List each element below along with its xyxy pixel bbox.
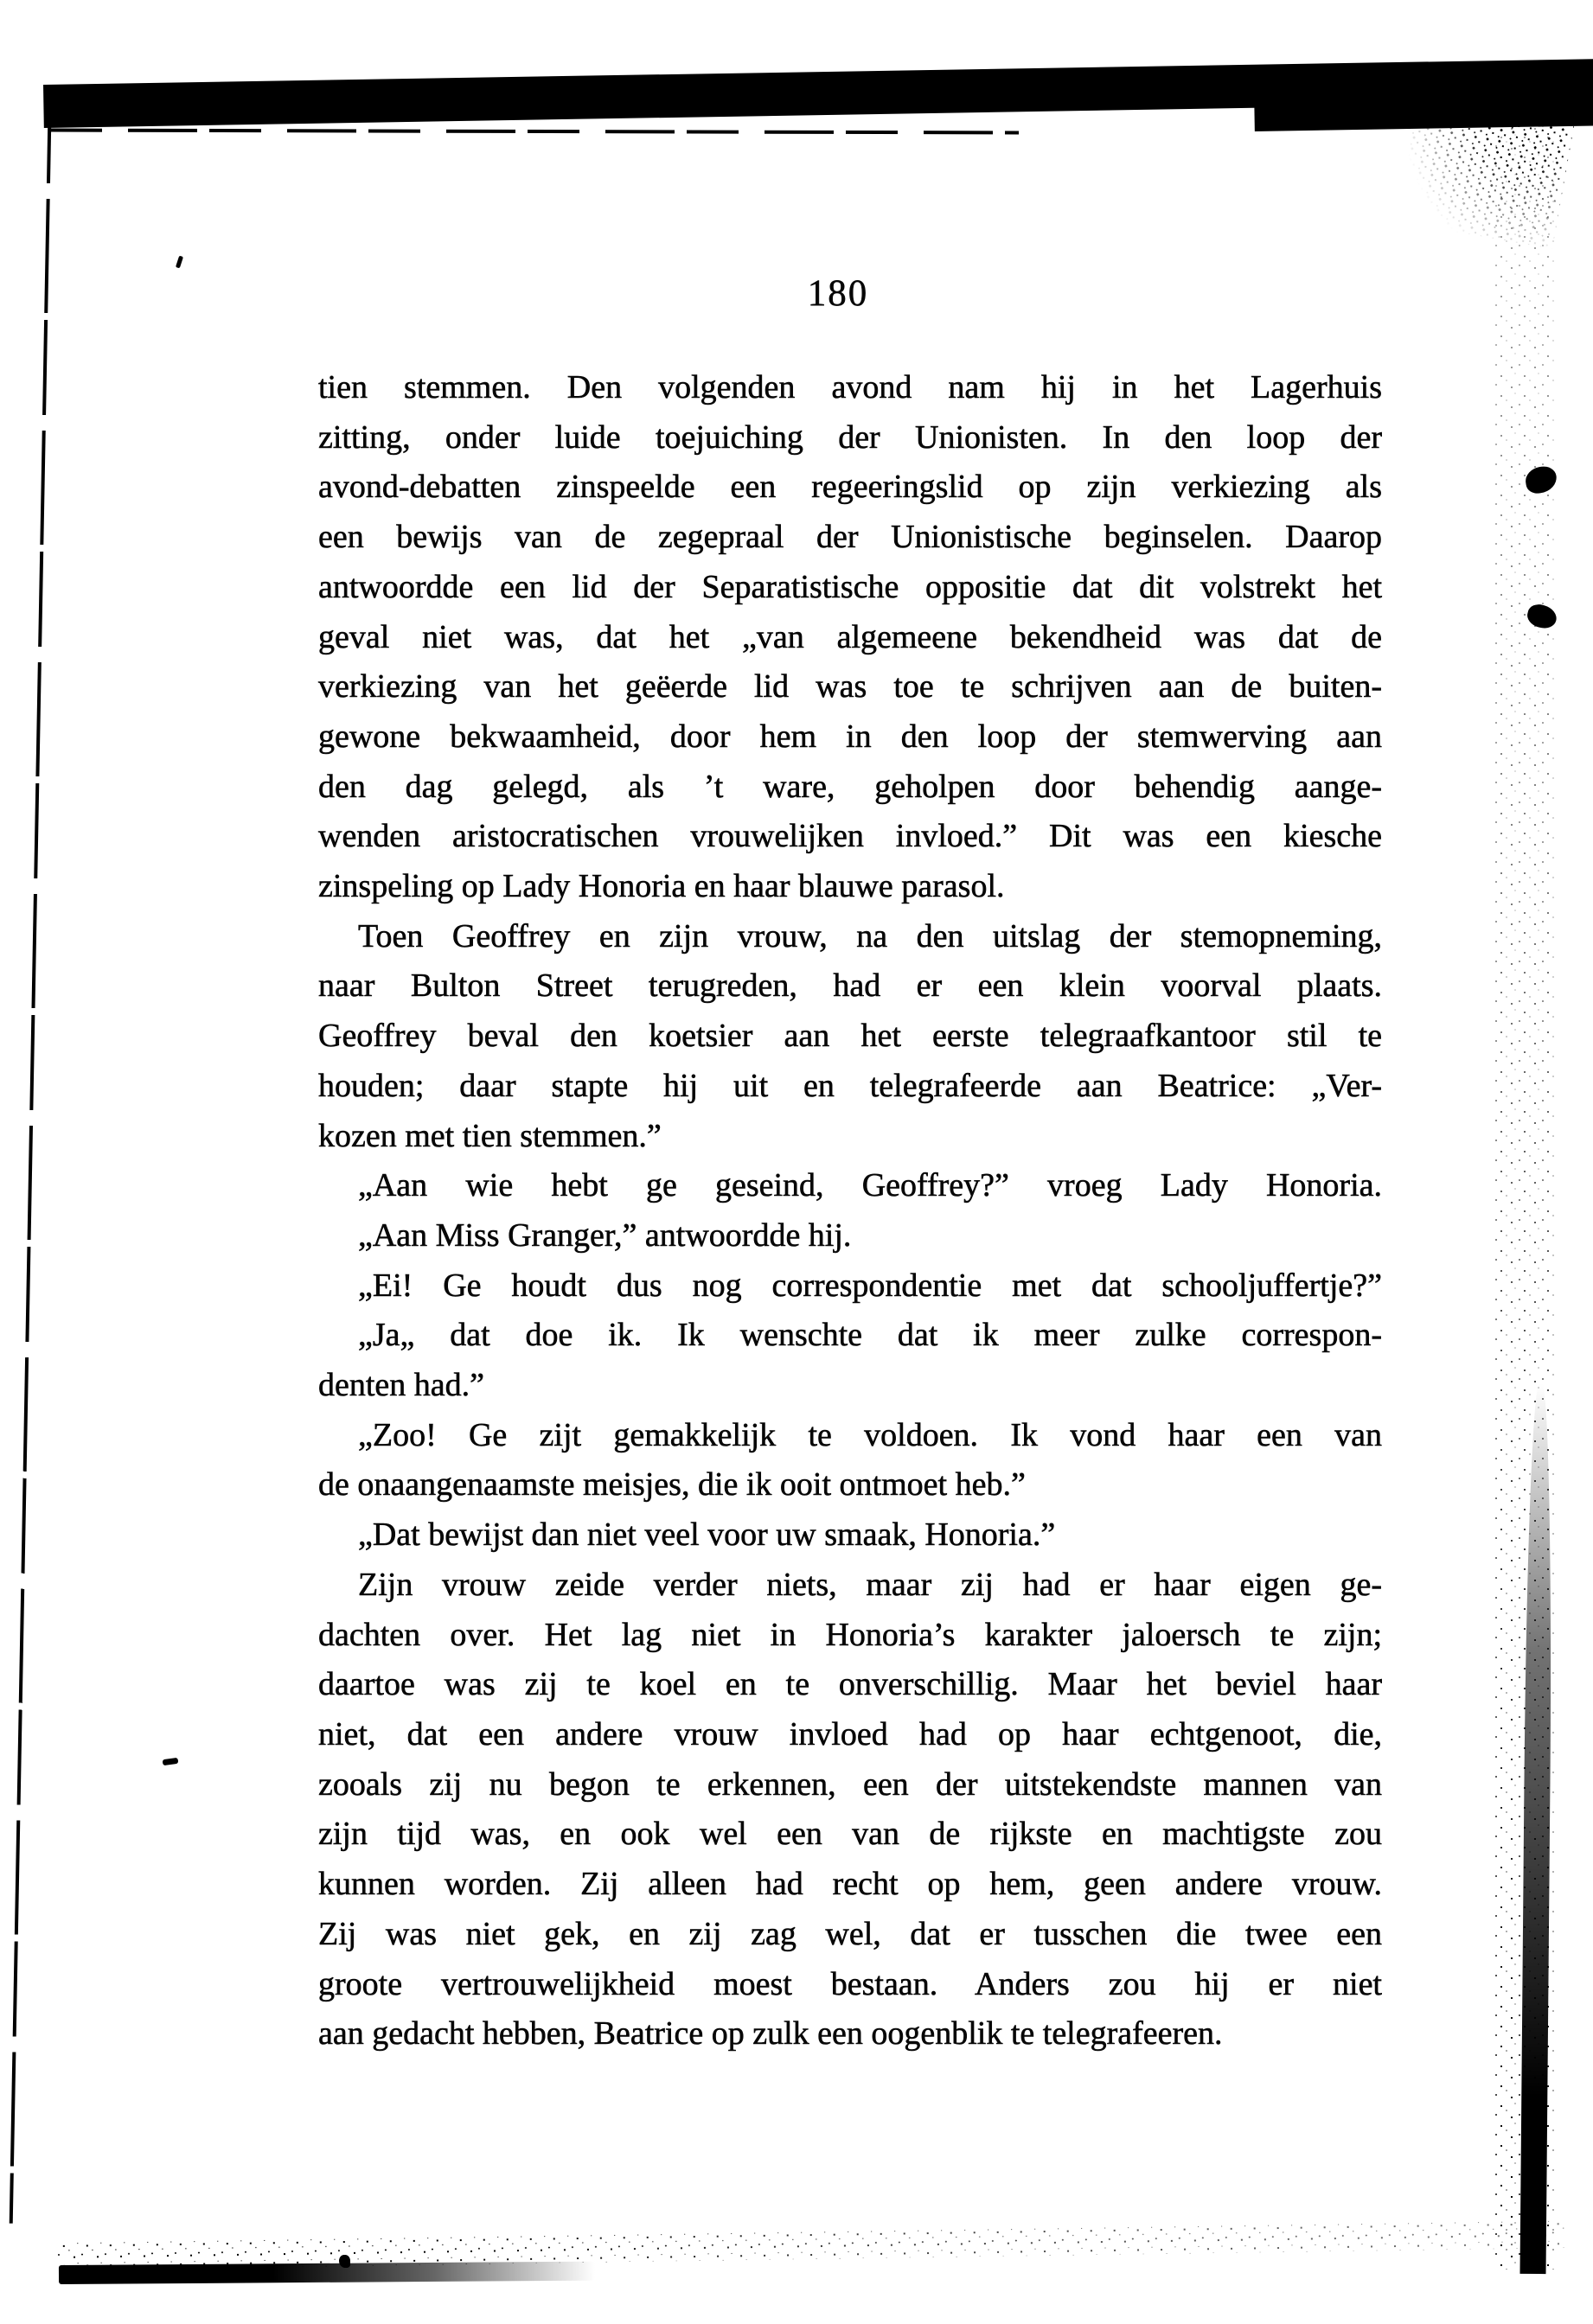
text-line: geval niet was, dat het „van algemeene bekendheid was dat de — [318, 618, 1382, 655]
text-line: „Ei! Ge houdt dus nog correspondentie met dat schooljuffertje?” — [358, 1267, 1382, 1304]
scan-top-thin-line-artifact — [50, 129, 1019, 135]
text-line: verkiezing van het geëerde lid was toe te schrijven aan de buiten- — [318, 668, 1382, 706]
text-line: „Dat bewijst dan niet veel voor uw smaak, Honoria.” — [358, 1516, 1056, 1554]
text-line: niet, dat een andere vrouw invloed had op haar echtgenoot, die, — [318, 1715, 1382, 1753]
text-line: Toen Geoffrey en zijn vrouw, na den uitslag der stemopneming, — [358, 917, 1382, 954]
text-line: „Aan Miss Granger,” antwoordde hij. — [358, 1216, 852, 1254]
text-line: „Ja„ dat doe ik. Ik wenschte dat ik meer zulke correspon- — [358, 1317, 1382, 1354]
scan-ink-mark-artifact — [163, 1758, 179, 1765]
text-line: tien stemmen. Den volgenden avond nam hij in het Lagerhuis — [318, 369, 1382, 405]
scan-left-margin-line-artifact — [10, 88, 52, 2224]
text-line: groote vertrouwelijkheid moest bestaan. Anders zou hij er niet — [318, 1965, 1382, 2002]
scan-bottom-edge-artifact — [59, 2262, 595, 2284]
text-line: „Zoo! Ge zijt gemakkelijk te voldoen. Ik vond haar een van — [358, 1416, 1382, 1453]
text-line: de onaangenaamste meisjes, die ik ooit ontmoet heb.” — [318, 1466, 1026, 1504]
text-line: zooals zij nu begon te erkennen, een der uitstekendste mannen van — [318, 1765, 1382, 1803]
text-line: kozen met tien stemmen.” — [318, 1117, 662, 1154]
text-line: zitting, onder luide toejuiching der Unionisten. In den loop der — [318, 418, 1382, 456]
text-line: kunnen worden. Zij alleen had recht op hem, geen andere vrouw. — [318, 1866, 1382, 1903]
text-line: een bewijs van de zegepraal der Unionistische beginselen. Daarop — [318, 519, 1382, 556]
scan-ink-mark-artifact — [176, 256, 183, 269]
text-line: den dag gelegd, als ’t ware, geholpen door behendig aange- — [318, 768, 1382, 805]
text-line: wenden aristocratischen vrouwelijken invloed.” Dit was een kiesche — [318, 818, 1382, 855]
scan-bottom-speckle-artifact — [57, 2219, 1566, 2270]
page-text — [318, 363, 1382, 2059]
text-line: naar Bulton Street terugreden, had er een klein voorval plaats. — [318, 967, 1382, 1005]
text-line: aan gedacht hebben, Beatrice op zulk een oogenblik te telegrafeeren. — [318, 2015, 1223, 2053]
page-number: 180 — [807, 273, 869, 314]
text-line: zinspeling op Lady Honoria en haar blauwe parasol. — [318, 868, 1005, 905]
text-line: daartoe was zij te koel en te onverschillig. Maar het beviel haar — [318, 1666, 1382, 1703]
text-line: gewone bekwaamheid, door hem in den loop der stemwerving aan — [318, 718, 1382, 755]
scan-ink-mark-artifact — [339, 2255, 350, 2268]
text-line: dachten over. Het lag niet in Honoria’s karakter jaloersch te zijn; — [318, 1616, 1382, 1653]
text-line: avond-debatten zinspeelde een regeeringslid op zijn verkiezing als — [318, 469, 1382, 506]
text-line: antwoordde een lid der Separatistische oppositie dat dit volstrekt het — [318, 568, 1382, 605]
text-line: „Aan wie hebt ge geseind, Geoffrey?” vroeg Lady Honoria. — [358, 1167, 1382, 1204]
text-line: Zijn vrouw zeide verder niets, maar zij had er haar eigen ge- — [358, 1566, 1382, 1603]
text-line: Zij was niet gek, en zij zag wel, dat er tusschen die twee een — [318, 1915, 1382, 1952]
text-line: Geoffrey beval den koetsier aan het eerste telegraafkantoor stil te — [318, 1018, 1382, 1055]
text-line: houden; daar stapte hij uit en telegrafeerde aan Beatrice: „Ver- — [318, 1067, 1382, 1104]
text-line: zijn tijd was, en ook wel een van de rijkste en machtigste zou — [318, 1816, 1382, 1853]
text-line: denten had.” — [318, 1367, 485, 1404]
